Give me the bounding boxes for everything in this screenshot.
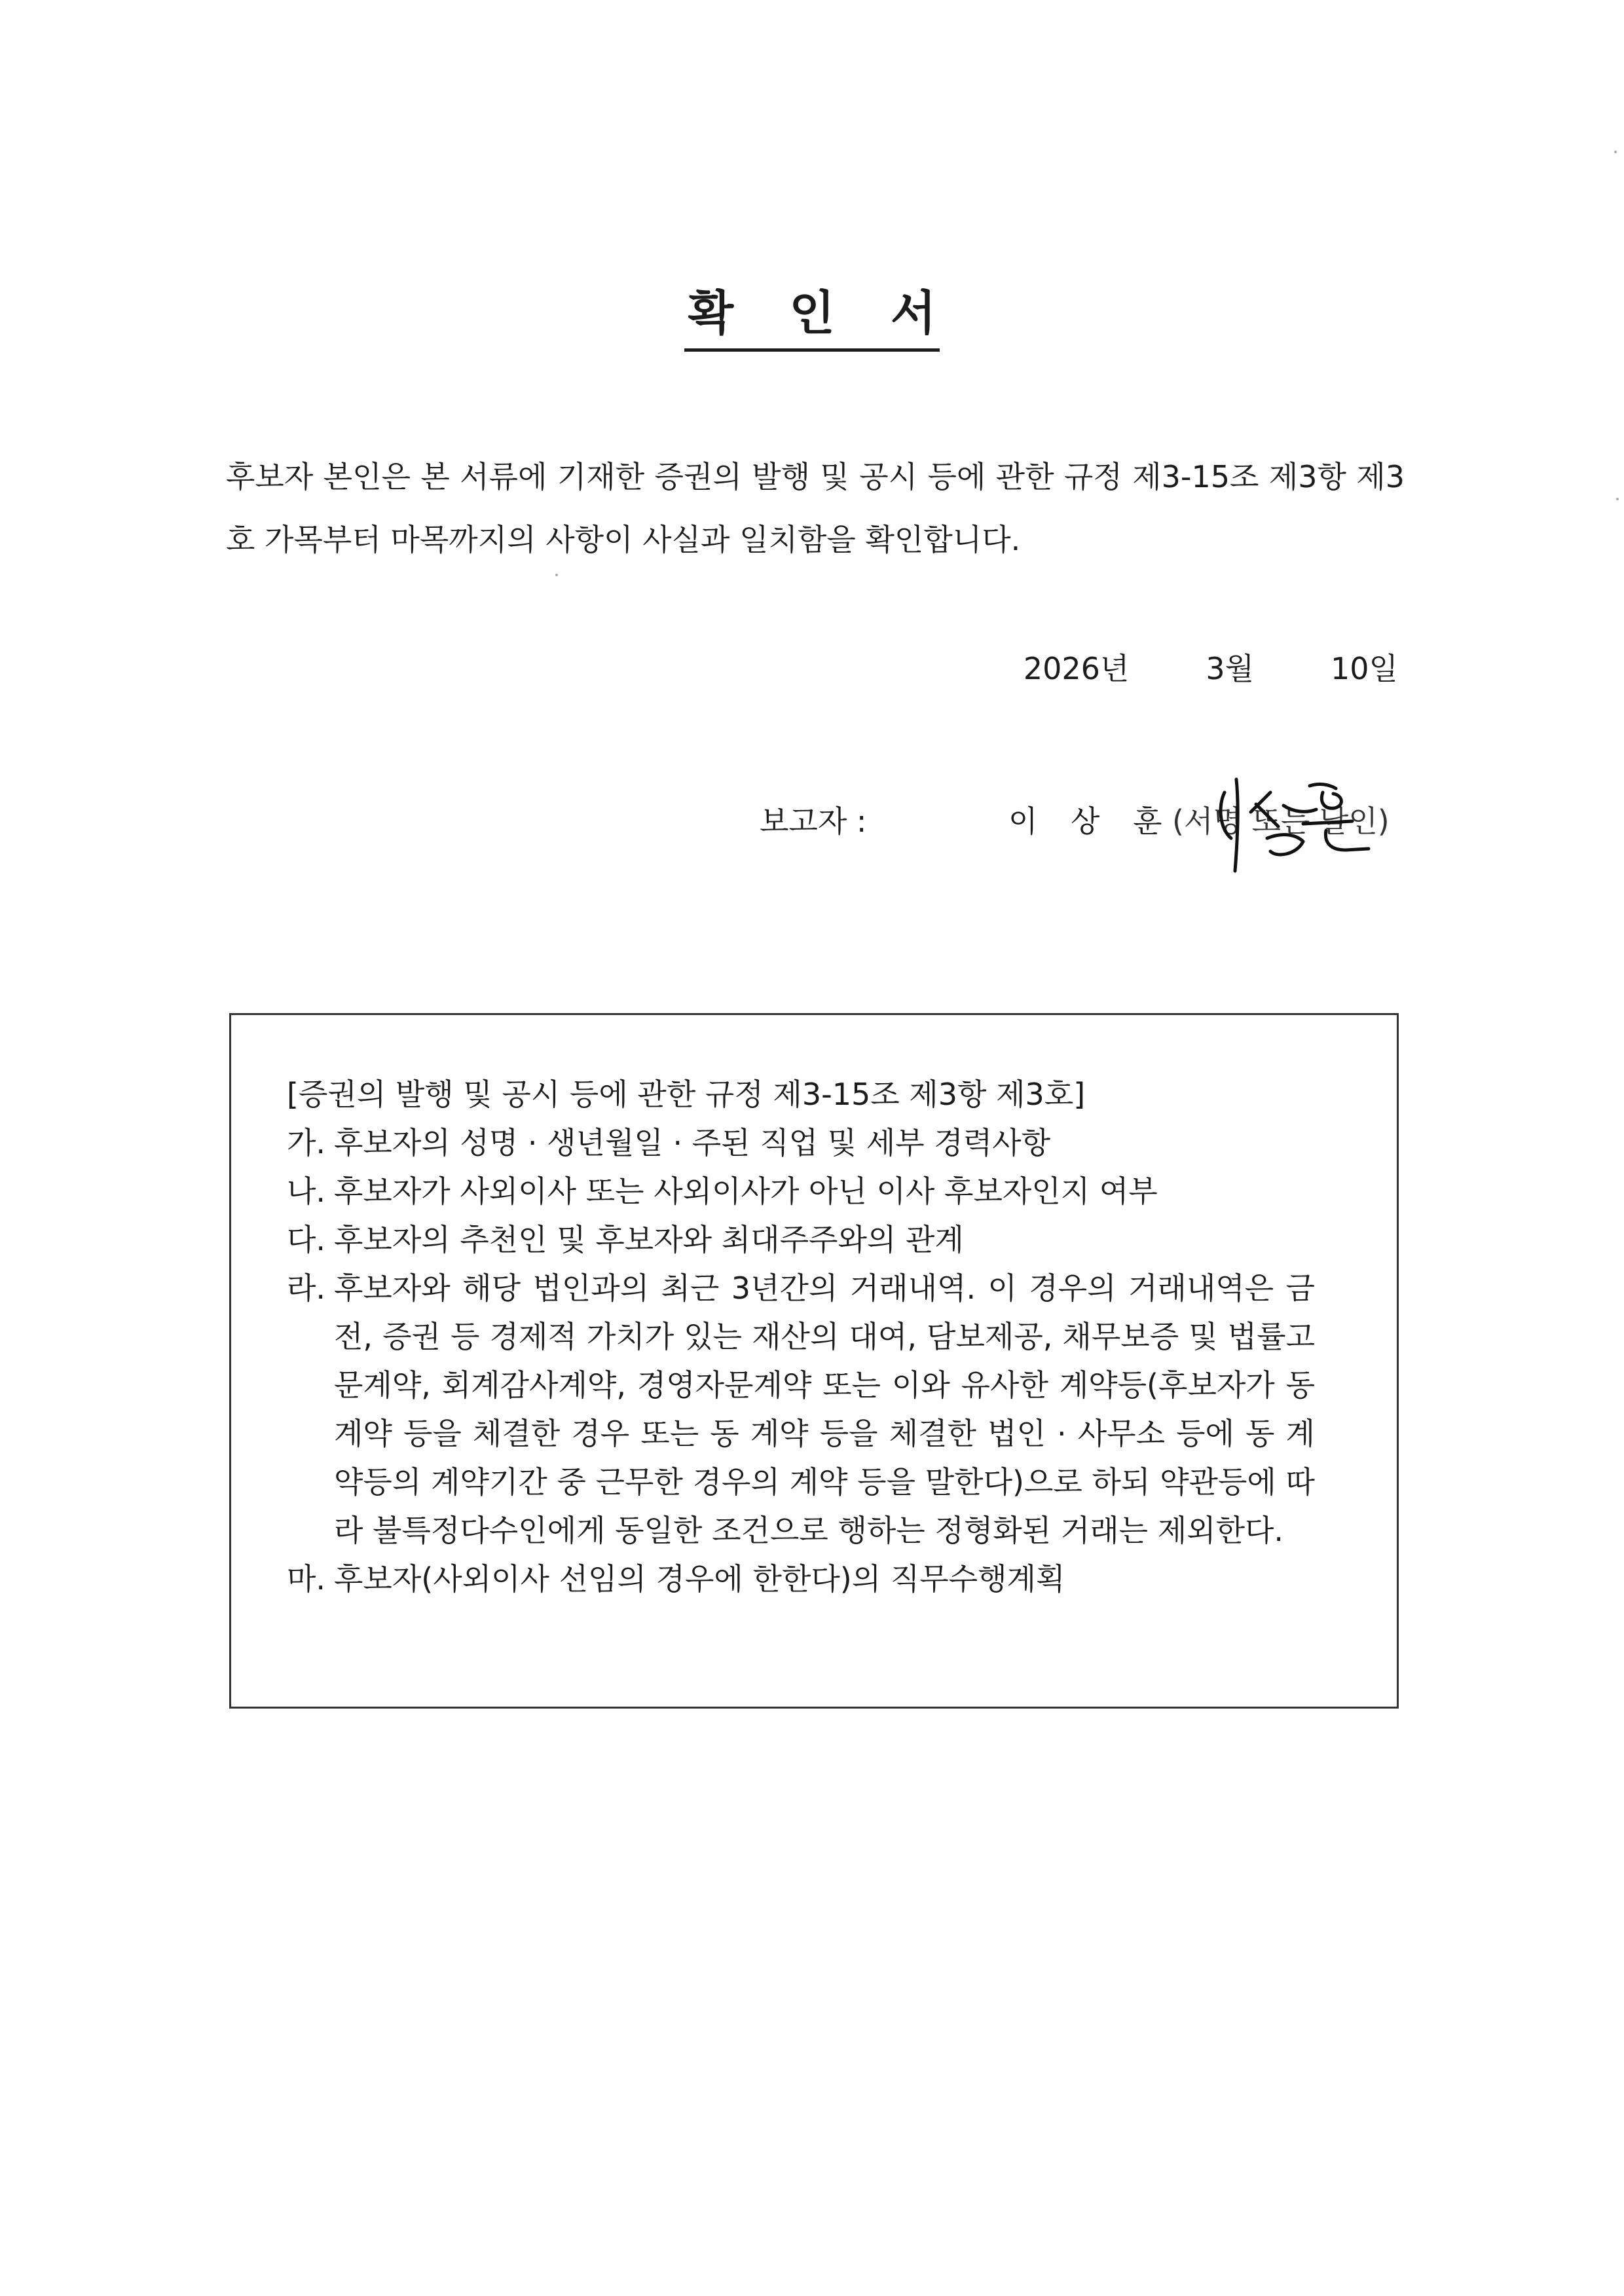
date-day: 10일 xyxy=(1331,651,1398,686)
item-marker: 라. xyxy=(287,1270,326,1306)
regulation-item-da xyxy=(287,1215,1315,1264)
signature-date xyxy=(1024,645,1398,688)
item-marker: 마. xyxy=(287,1561,326,1597)
regulation-item-na xyxy=(287,1167,1315,1215)
item-text: 후보자와 해당 법인과의 최근 3년간의 거래내역. 이 경우의 거래내역은 금전, 증권 등 경제적 가치가 있는 재산의 대여, 담보제공, 채무보증 및 법률고문계약, 회계감사계약, 경영자문계약 또는 이와 유사한 계약등(후보자가 동 계약 등을 체결한 경우 또는 동 계약 등을 체결한 법인 · 사무소 등에 동 계약등의 계약기간 중 근무한 경우의 계약 등을 말한다)으로 하되 약관등에 따라 불특정다수인에게 동일한 조건으로 행하는 정형화된 거래는 제외한다. xyxy=(334,1270,1315,1548)
date-year: 2026년 xyxy=(1023,651,1130,686)
regulation-item-ma xyxy=(287,1555,1315,1603)
regulation-reference-box xyxy=(229,1013,1399,1709)
date-month: 3월 xyxy=(1206,651,1255,686)
seal-note: (서명 또는 날인) xyxy=(1172,804,1390,839)
reporter-label: 보고자 : xyxy=(760,804,867,839)
item-marker: 나. xyxy=(287,1174,326,1209)
item-text: 후보자(사외이사 선임의 경우에 한한다)의 직무수행계획 xyxy=(334,1561,1065,1597)
item-marker: 가. xyxy=(287,1125,326,1160)
item-text: 후보자가 사외이사 또는 사외이사가 아닌 이사 후보자인지 여부 xyxy=(334,1174,1158,1209)
confirmation-statement: 후보자 본인은 본 서류에 기재한 증권의 발행 및 공시 등에 관한 규정 제3-15조 제3항 제3호 가목부터 마목까지의 사항이 사실과 일치함을 확인합니다. xyxy=(226,459,1405,557)
item-text: 후보자의 성명 · 생년월일 · 주된 직업 및 세부 경력사항 xyxy=(334,1125,1050,1160)
reporter-name: 이 상 훈 xyxy=(1008,804,1174,839)
handwritten-signature xyxy=(1205,766,1388,878)
document-title xyxy=(0,275,1624,352)
regulation-heading: [증권의 발행 및 공시 등에 관한 규정 제3-15조 제3항 제3호] xyxy=(287,1077,1086,1112)
regulation-reference-content xyxy=(287,1070,1315,1603)
item-marker: 다. xyxy=(287,1222,326,1257)
scan-speck xyxy=(555,574,558,576)
regulation-item-ra xyxy=(287,1264,1315,1555)
item-text: 후보자의 추천인 및 후보자와 최대주주와의 관계 xyxy=(334,1222,964,1257)
scan-speck xyxy=(1616,498,1619,500)
regulation-item-ga xyxy=(287,1119,1315,1167)
scan-speck xyxy=(1614,151,1617,153)
document-title-text: 확 인 서 xyxy=(684,275,940,352)
